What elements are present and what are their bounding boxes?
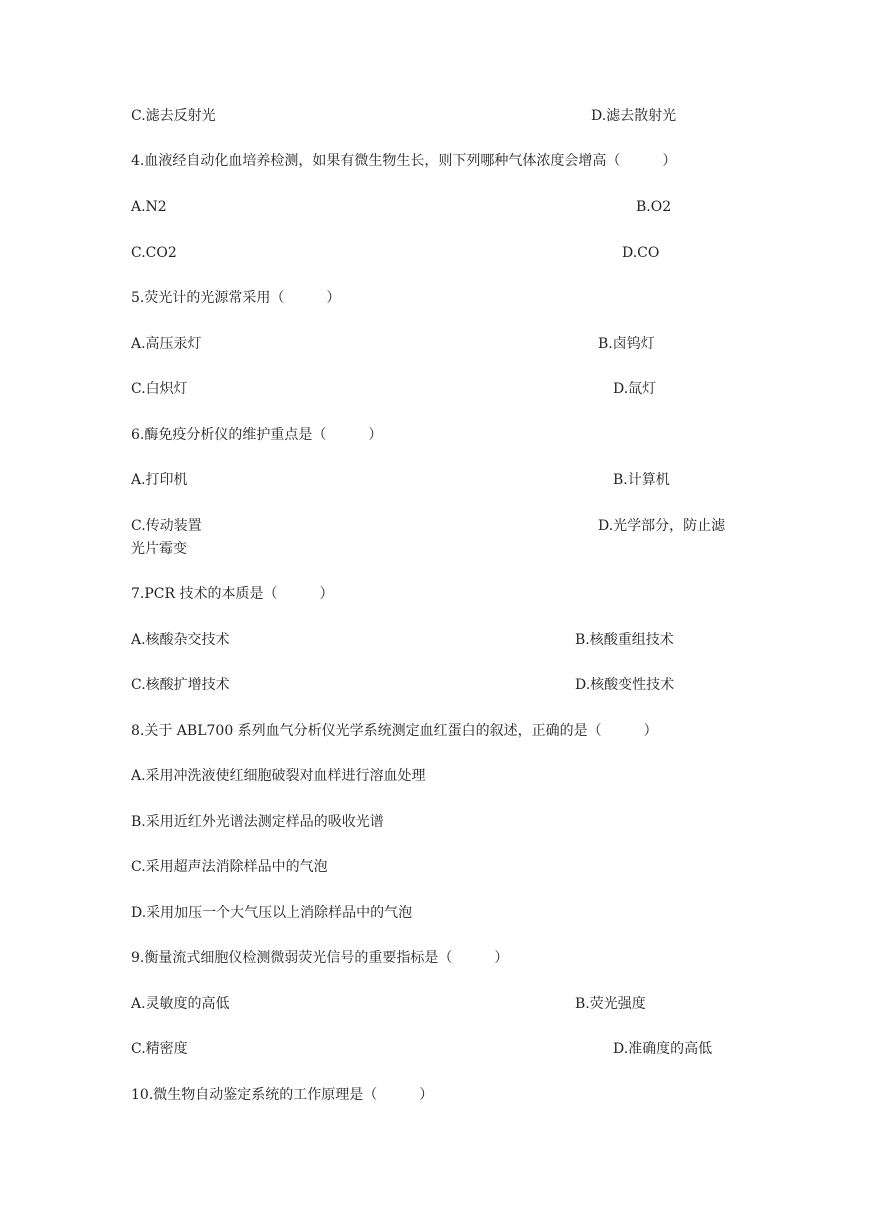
q7-option-c: C.核酸扩增技术: [131, 677, 230, 693]
q4-option-a: A.N2: [131, 199, 167, 215]
q4-option-d: D.CO: [622, 245, 660, 261]
q7-option-d: D.核酸变性技术: [575, 677, 675, 693]
q6-option-d: D.光学部分，防止滤: [598, 518, 726, 534]
question-9: 9.衡量流式细胞仪检测微弱荧光信号的重要指标是（ ）: [131, 950, 509, 966]
q5-option-a: A.高压汞灯: [131, 336, 202, 352]
q6-option-c: C.传动装置: [131, 518, 202, 534]
q9-option-c: C.精密度: [131, 1041, 188, 1057]
q3-option-d: D.滤去散射光: [591, 108, 677, 124]
q5-option-c: C.白炽灯: [131, 381, 188, 397]
question-10: 10.微生物自动鉴定系统的工作原理是（ ）: [131, 1087, 434, 1103]
q8-option-b: B.采用近红外光谱法测定样品的吸收光谱: [131, 814, 384, 830]
question-7: 7.PCR 技术的本质是（ ）: [131, 586, 334, 602]
question-5: 5.荧光计的光源常采用（ ）: [131, 290, 341, 306]
q9-option-d: D.准确度的高低: [613, 1041, 713, 1057]
q6-option-a: A.打印机: [131, 472, 188, 488]
q7-option-a: A.核酸杂交技术: [131, 632, 230, 648]
q6-option-b: B.计算机: [613, 472, 670, 488]
q5-option-b: B.卤钨灯: [598, 336, 655, 352]
q4-option-c: C.CO2: [131, 245, 177, 261]
q9-option-b: B.荧光强度: [575, 996, 646, 1012]
question-8: 8.关于 ABL700 系列血气分析仪光学系统测定血红蛋白的叙述，正确的是（ ）: [131, 723, 658, 739]
q8-option-a: A.采用冲洗液使红细胞破裂对血样进行溶血处理: [131, 768, 426, 784]
q6-option-d-continued: 光片霉变: [131, 541, 187, 557]
q8-option-c: C.采用超声法消除样品中的气泡: [131, 859, 328, 875]
q5-option-d: D.氙灯: [613, 381, 657, 397]
question-4: 4.血液经自动化血培养检测，如果有微生物生长，则下列哪种气体浓度会增高（ ）: [131, 153, 677, 169]
q8-option-d: D.采用加压一个大气压以上消除样品中的气泡: [131, 905, 413, 921]
q3-option-c: C.滤去反射光: [131, 108, 216, 124]
q4-option-b: B.O2: [636, 199, 672, 215]
question-6: 6.酶免疫分析仪的维护重点是（ ）: [131, 427, 383, 443]
q9-option-a: A.灵敏度的高低: [131, 996, 230, 1012]
q7-option-b: B.核酸重组技术: [575, 632, 674, 648]
